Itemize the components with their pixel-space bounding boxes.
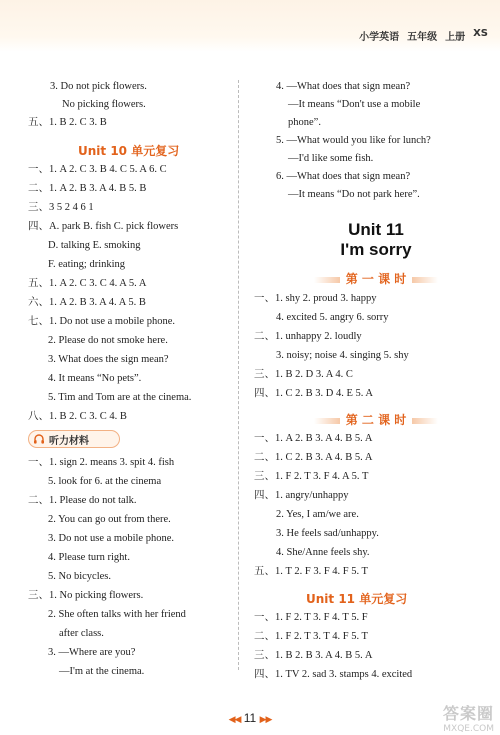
answer-line: 五、1. B 2. C 3. B xyxy=(28,117,107,128)
answer-line: —I'd like some fish. xyxy=(288,153,374,164)
answer-line: 二、1. F 2. T 3. T 4. F 5. T xyxy=(254,631,368,642)
answer-line: 四、1. C 2. B 3. D 4. E 5. A xyxy=(254,388,374,399)
answer-line: 一、1. F 2. T 3. F 4. T 5. F xyxy=(254,612,368,623)
answer-line: 3. Do not pick flowers. xyxy=(50,81,147,92)
answer-line: 6. —What does that sign mean? xyxy=(276,171,411,182)
answer-line: 4. Please turn right. xyxy=(48,552,130,563)
answer-line: 三、1. No picking flowers. xyxy=(28,590,144,601)
watermark-url: MXQE.COM xyxy=(443,724,494,734)
answer-line: 5. Tim and Tom are at the cinema. xyxy=(48,392,192,403)
prev-arrows-icon: ◀◀ xyxy=(228,714,241,724)
watermark-text: 答案圈 xyxy=(442,704,494,723)
lesson2-title xyxy=(266,411,486,428)
listening-material-tag xyxy=(28,430,120,448)
answer-line: 八、1. B 2. C 3. C 4. B xyxy=(28,411,127,422)
page-number: 11 xyxy=(243,711,257,725)
answer-line: 三、1. B 2. D 3. A 4. C xyxy=(254,369,353,380)
answer-line: 2. Please do not smoke here. xyxy=(48,335,168,346)
book-header xyxy=(359,28,488,43)
decor-left xyxy=(314,277,340,283)
answer-line: —I'm at the cinema. xyxy=(59,666,145,677)
answer-line: 4. excited 5. angry 6. sorry xyxy=(276,312,389,323)
answer-line: 4. —What does that sign mean? xyxy=(276,81,411,92)
answer-line: —It means “Don't use a mobile xyxy=(288,99,421,110)
unit11-subtitle: I'm sorry xyxy=(340,240,412,259)
decor-left xyxy=(314,418,340,424)
answer-line: 四、A. park B. fish C. pick flowers xyxy=(28,221,179,232)
answer-line: 3. —Where are you? xyxy=(48,647,136,658)
answer-line: 3. Do not use a mobile phone. xyxy=(48,533,174,544)
header-edition: XS xyxy=(473,28,488,39)
answer-line: 二、1. unhappy 2. loudly xyxy=(254,331,362,342)
header-grade: 五年级 xyxy=(407,32,438,43)
unit11-title: Unit 11 xyxy=(348,220,404,239)
answer-line: F. eating; drinking xyxy=(48,259,126,270)
answer-line: 四、1. angry/unhappy xyxy=(254,490,349,501)
answer-line: 一、1. sign 2. means 3. spit 4. fish xyxy=(28,457,175,468)
answer-line: 2. You can go out from there. xyxy=(48,514,171,525)
answer-line: No picking flowers. xyxy=(62,99,146,110)
answer-line: 5. No bicycles. xyxy=(48,571,111,582)
header-band xyxy=(0,0,500,52)
answer-line: 二、1. A 2. B 3. A 4. B 5. B xyxy=(28,183,147,194)
answer-line: after class. xyxy=(59,628,104,639)
answer-line: D. talking E. smoking xyxy=(48,240,141,251)
answer-line: 5. look for 6. at the cinema xyxy=(48,476,162,487)
answer-line: 一、1. A 2. B 3. A 4. B 5. A xyxy=(254,433,373,444)
answer-line: 四、1. TV 2. sad 3. stamps 4. excited xyxy=(254,669,413,680)
column-divider xyxy=(238,80,239,670)
decor-right xyxy=(412,418,438,424)
answer-line: 4. It means “No pets”. xyxy=(48,373,142,384)
answer-line: 三、1. F 2. T 3. F 4. A 5. T xyxy=(254,471,369,482)
answer-line: 一、1. shy 2. proud 3. happy xyxy=(254,293,377,304)
lesson1-title xyxy=(266,270,486,287)
answer-line: 五、1. T 2. F 3. F 4. F 5. T xyxy=(254,566,368,577)
answer-line: 七、1. Do not use a mobile phone. xyxy=(28,316,175,327)
headphones-icon xyxy=(33,433,45,445)
answer-line: 5. —What would you like for lunch? xyxy=(276,135,431,146)
answer-line: phone”. xyxy=(288,117,321,128)
watermark xyxy=(430,701,494,734)
header-volume: 上册 xyxy=(445,32,466,43)
answer-line: 三、1. B 2. B 3. A 4. B 5. A xyxy=(254,650,373,661)
answer-line: 3. He feels sad/unhappy. xyxy=(276,528,379,539)
answer-line: 3. noisy; noise 4. singing 5. shy xyxy=(276,350,409,361)
unit10-review-title: Unit 10 单元复习 xyxy=(78,144,180,158)
answer-line: 4. She/Anne feels shy. xyxy=(276,547,370,558)
page-footer xyxy=(0,711,500,725)
unit11-review-title: Unit 11 单元复习 xyxy=(306,592,408,606)
decor-right xyxy=(412,277,438,283)
answer-line: 一、1. A 2. C 3. B 4. C 5. A 6. C xyxy=(28,164,167,175)
answer-line: 2. Yes, I am/we are. xyxy=(276,509,359,520)
answer-line: 六、1. A 2. B 3. A 4. A 5. B xyxy=(28,297,146,308)
answer-line: 二、1. C 2. B 3. A 4. B 5. A xyxy=(254,452,373,463)
lesson1-label: 第 一 课 时 xyxy=(345,272,407,286)
answer-line: 三、3 5 2 4 6 1 xyxy=(28,202,94,213)
answer-line: 五、1. A 2. C 3. C 4. A 5. A xyxy=(28,278,147,289)
answer-line: 3. What does the sign mean? xyxy=(48,354,169,365)
answer-line: 二、1. Please do not talk. xyxy=(28,495,137,506)
answer-line: 2. She often talks with her friend xyxy=(48,609,186,620)
header-subject: 小学英语 xyxy=(359,32,400,43)
next-arrows-icon: ▶▶ xyxy=(259,714,272,724)
lesson2-label: 第 二 课 时 xyxy=(345,413,407,427)
answer-line: —It means “Do not park here”. xyxy=(288,189,420,200)
listening-label: 听力材料 xyxy=(49,435,89,447)
